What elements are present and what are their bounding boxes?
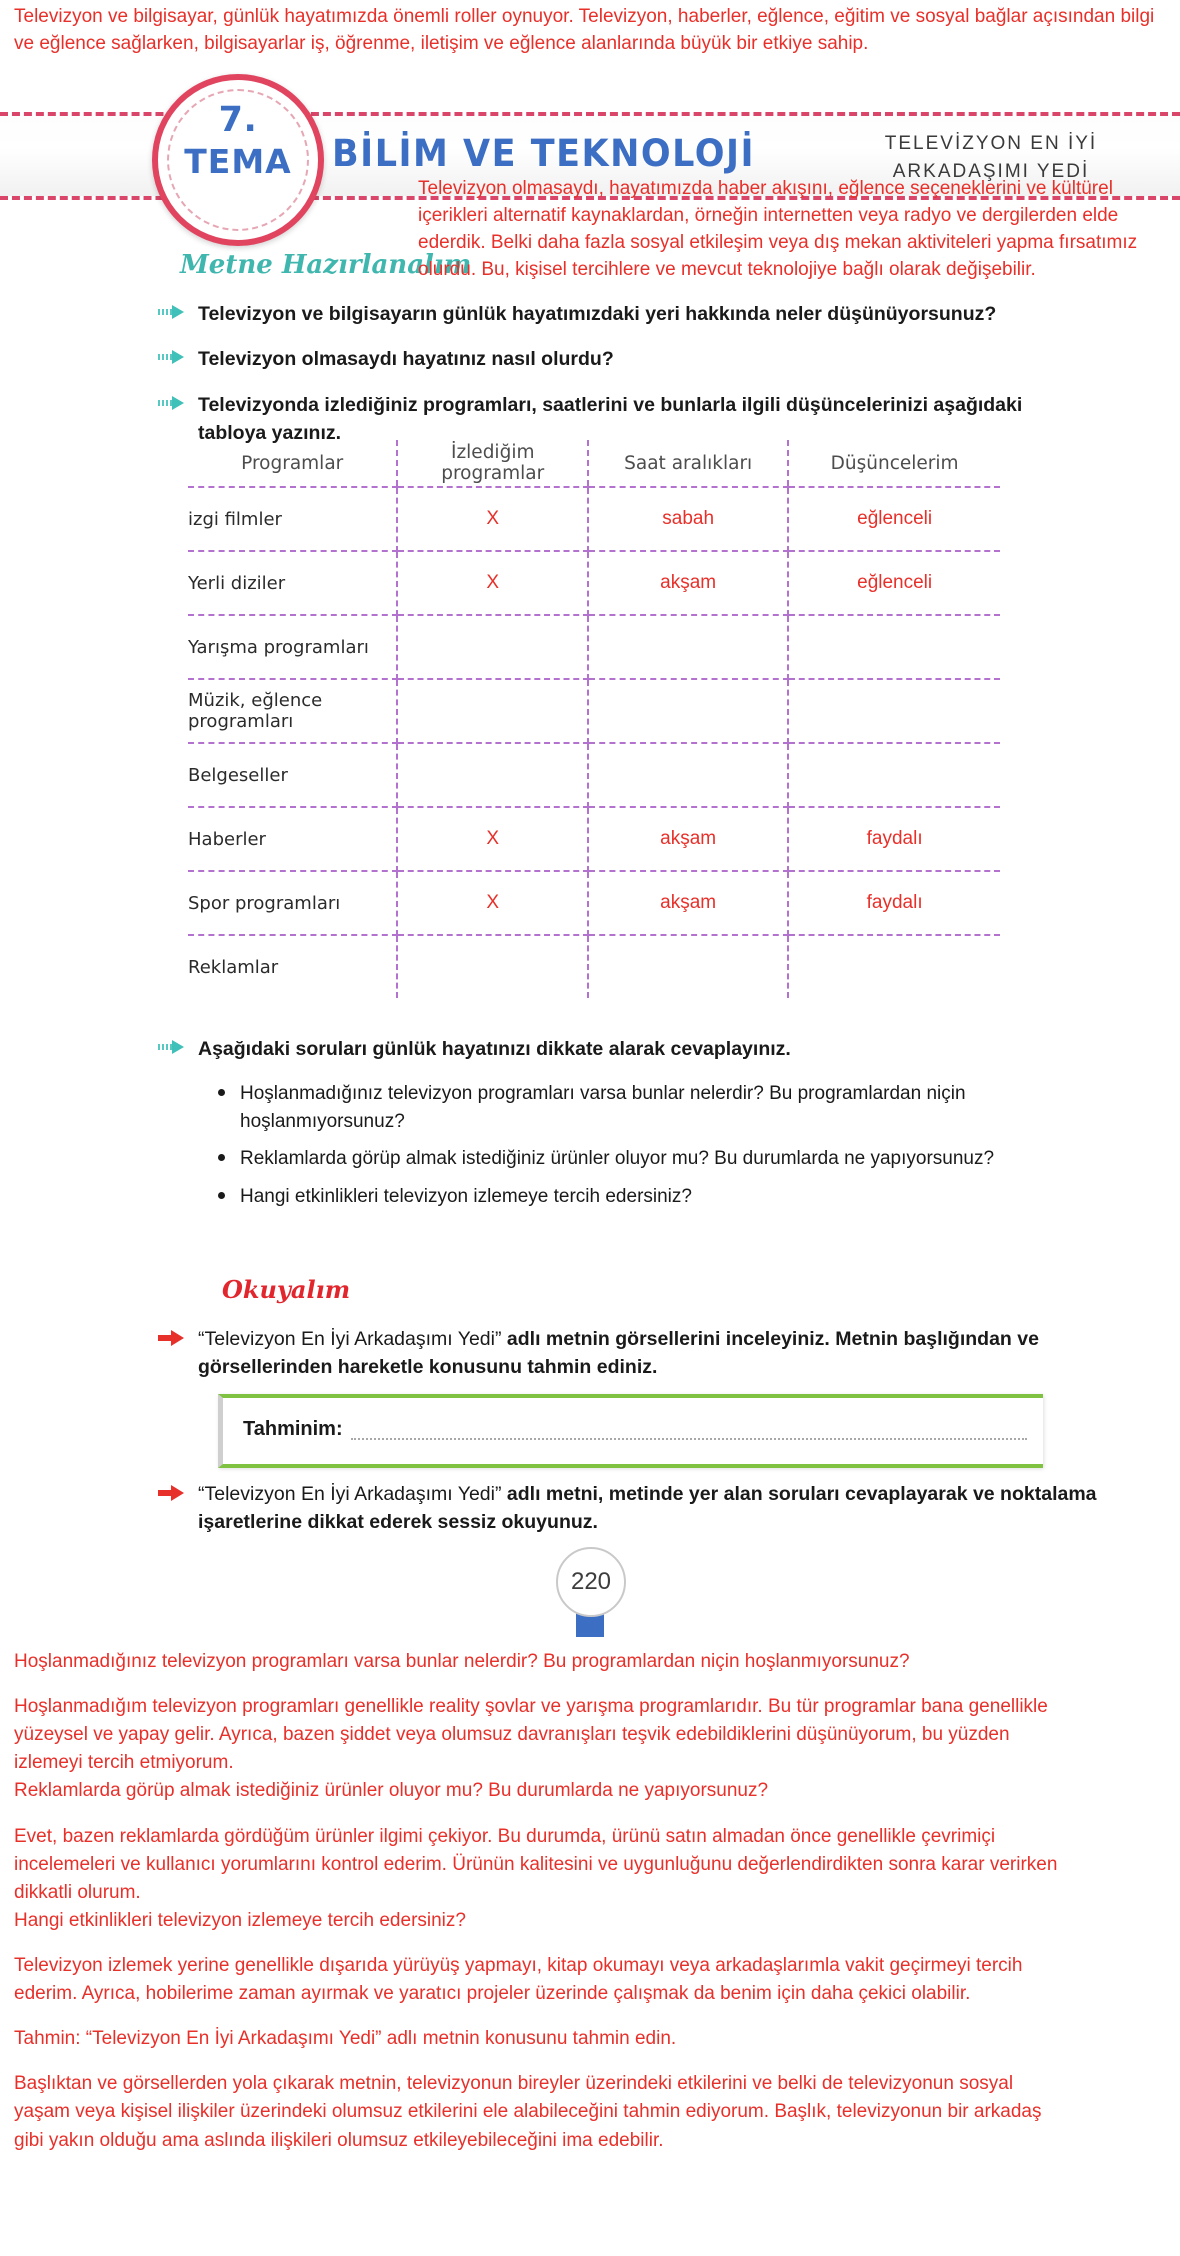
table-row — [188, 615, 1000, 679]
prepare-question-3: Televizyonda izlediğiniz programları, saatlerini ve bunlarla ilgili düşüncelerinizi aşağıdaki tabloya yazınız. — [198, 393, 1023, 444]
cell-program: Haberler — [188, 807, 397, 871]
cell-watched[interactable]: X — [397, 487, 588, 551]
column-header-saat: Saat aralıkları — [588, 440, 788, 487]
list-item — [158, 345, 1088, 373]
prepare-question-list — [158, 300, 1088, 464]
cell-time[interactable] — [588, 615, 788, 679]
cell-watched[interactable]: X — [397, 807, 588, 871]
list-item — [158, 1480, 1118, 1537]
transcript-question-4: Tahmin: “Televizyon En İyi Arkadaşımı Yedi” adlı metnin konusunu tahmin edin. — [14, 2028, 677, 2050]
cell-program: Müzik, eğlence programları — [188, 679, 397, 743]
table-row — [188, 487, 1000, 551]
arrow-right-icon — [158, 396, 184, 410]
transcript-answer-4: Başlıktan ve görsellerden yola çıkarak metnin, televizyonun bireyler üzerindeki etkilerini ve belki de televizyonun sosyal yaşam veya kişisel ilişkiler üzerindeki olumsuz etkilerini ele alabileceğini tahmin ediyorum. Başlık, televizyonun bir arkadaş gibi yakın olduğu ama aslında ilişkileri olumsuz etkileyebileceğini ima edebilir. — [14, 2073, 1042, 2151]
cell-thoughts[interactable] — [788, 615, 1000, 679]
cell-thoughts[interactable]: faydalı — [788, 871, 1000, 935]
arrow-right-icon — [158, 1485, 184, 1501]
cell-thoughts[interactable] — [788, 743, 1000, 807]
cell-time[interactable] — [588, 935, 788, 998]
cell-time[interactable] — [588, 679, 788, 743]
transcript-question-2: Reklamlarda görüp almak istediğiniz ürünler oluyor mu? Bu durumlarda ne yapıyorsunuz? — [14, 1780, 769, 1802]
theme-number: 7. — [218, 100, 258, 140]
cell-thoughts[interactable]: eğlenceli — [788, 487, 1000, 551]
theme-title: BİLİM VE TEKNOLOJİ — [332, 132, 756, 176]
transcript-answer-3: Televizyon izlemek yerine genellikle dışarıda yürüyüş yapmayı, kitap okumayı veya arkadaşlarımla vakit geçirmeyi tercih ederim. Ayrıca, hobilerime zaman ayırmak ve yaratıcı projeler üzerinde çalışmak da benim için daha çekici olabilir. — [14, 1954, 1023, 2005]
cell-watched[interactable] — [397, 743, 588, 807]
prediction-label: Tahminim: — [243, 1418, 343, 1440]
cell-program: Reklamlar — [188, 935, 397, 998]
page-number-badge — [556, 1547, 624, 1615]
arrow-right-icon — [158, 1330, 184, 1346]
cell-watched[interactable]: X — [397, 551, 588, 615]
tv-program-table — [188, 440, 1000, 998]
daily-life-block — [158, 1035, 1118, 1220]
read-task-1-quote: “Televizyon En İyi Arkadaşımı Yedi” — [198, 1328, 502, 1350]
page-number: 220 — [556, 1547, 626, 1617]
cell-program: izgi filmler — [188, 487, 397, 551]
list-item — [158, 1035, 1118, 1063]
cell-time[interactable]: akşam — [588, 807, 788, 871]
read-task-1-text — [198, 1325, 1118, 1382]
list-item: Reklamlarda görüp almak istediğiniz ürünler oluyor mu? Bu durumlarda ne yapıyorsunuz? — [214, 1145, 1118, 1173]
cell-time[interactable]: akşam — [588, 551, 788, 615]
theme-badge — [152, 74, 324, 246]
read-heading: Okuyalım — [222, 1275, 351, 1304]
theme-word: TEMA — [184, 142, 292, 181]
list-item — [158, 391, 1088, 448]
read-task-2-bold: adlı metni, metinde yer alan soruları cevaplayarak ve noktalama işaretlerine dikkat ederek sessiz okuyunuz. — [198, 1483, 1097, 1534]
list-item: Hangi etkinlikleri televizyon izlemeye tercih edersiniz? — [214, 1183, 1118, 1211]
list-item — [158, 300, 1088, 328]
cell-watched[interactable]: X — [397, 871, 588, 935]
arrow-right-icon — [158, 1040, 184, 1054]
prediction-box[interactable] — [218, 1394, 1043, 1468]
arrow-right-icon — [158, 350, 184, 364]
transcript-answer-2: Evet, bazen reklamlarda gördüğüm ürünler ilgimi çekiyor. Bu durumda, ürünü satın almadan önce genellikle çevrimiçi incelemeleri ve kullanıcı yorumlarını kontrol ederim. Ürünün kalitesini ve uygunluğunu değerlendirdikten sonra karar verirken dikkatli olurum. — [14, 1825, 1058, 1903]
cell-watched[interactable] — [397, 615, 588, 679]
table-row — [188, 679, 1000, 743]
cell-thoughts[interactable] — [788, 679, 1000, 743]
cell-time[interactable] — [588, 743, 788, 807]
read-task-2 — [158, 1480, 1118, 1554]
prediction-input-line[interactable] — [351, 1436, 1027, 1440]
prepare-question-1: Televizyon ve bilgisayarın günlük hayatımızdaki yeri hakkında neler düşünüyorsunuz? — [198, 303, 997, 325]
list-item: Hoşlanmadığınız televizyon programları varsa bunlar nelerdir? Bu programlardan niçin hoşlanmıyorsunuz? — [214, 1080, 1118, 1135]
cell-time[interactable]: sabah — [588, 487, 788, 551]
table-row — [188, 935, 1000, 998]
cell-time[interactable]: akşam — [588, 871, 788, 935]
cell-watched[interactable] — [397, 935, 588, 998]
read-task-1 — [158, 1325, 1118, 1399]
cell-thoughts[interactable]: faydalı — [788, 807, 1000, 871]
read-task-2-text — [198, 1480, 1118, 1537]
answer-transcript — [14, 1648, 1062, 2172]
cell-thoughts[interactable] — [788, 935, 1000, 998]
daily-life-question-list — [214, 1080, 1118, 1210]
column-header-programlar: Programlar — [188, 440, 397, 487]
table-row — [188, 551, 1000, 615]
table-body — [188, 487, 1000, 998]
cell-watched[interactable] — [397, 679, 588, 743]
cell-program: Belgeseller — [188, 743, 397, 807]
overlay-top-paragraph: Televizyon ve bilgisayar, günlük hayatımızda önemli roller oynuyor. Televizyon, haberler, eğlence, eğitim ve sosyal bağlar açısından bilgi ve eğlence sağlarken, bilgisayarlar iş, öğrenme, iletişim ve eğlence alanlarında büyük bir etkiye sahip. — [14, 6, 1155, 54]
running-head: TELEVİZYON EN İYİ ARKADAŞIMI YEDİ — [884, 133, 1098, 182]
transcript-question-3: Hangi etkinlikleri televizyon izlemeye tercih edersiniz? — [14, 1909, 466, 1931]
list-item — [158, 1325, 1118, 1382]
read-task-2-quote: “Televizyon En İyi Arkadaşımı Yedi” — [198, 1483, 502, 1505]
cell-program: Yerli diziler — [188, 551, 397, 615]
daily-life-intro: Aşağıdaki soruları günlük hayatınızı dikkate alarak cevaplayınız. — [198, 1038, 791, 1060]
cell-program: Spor programları — [188, 871, 397, 935]
prepare-question-2: Televizyon olmasaydı hayatınız nasıl olurdu? — [198, 348, 614, 371]
arrow-right-icon — [158, 305, 184, 319]
transcript-question-1: Hoşlanmadığınız televizyon programları varsa bunlar nelerdir? Bu programlardan niçin hoşlanmıyorsunuz? — [14, 1651, 910, 1672]
column-header-izledigim: İzlediğim programlar — [397, 440, 588, 487]
table-row — [188, 807, 1000, 871]
read-task-1-bold: adlı metnin görsellerini inceleyiniz. Metnin başlığından ve görsellerinden hareketle konusunu tahmin ediniz. — [198, 1328, 1039, 1379]
table-row — [188, 871, 1000, 935]
cell-thoughts[interactable]: eğlenceli — [788, 551, 1000, 615]
column-header-dusuncelerim: Düşüncelerim — [788, 440, 1000, 487]
prepare-heading: Metne Hazırlanalım — [180, 250, 472, 280]
table-row — [188, 743, 1000, 807]
overlay-mid-paragraph: Televizyon olmasaydı, hayatımızda haber akışını, eğlence seçeneklerini ve kültürel içerikleri alternatif kaynaklardan, örneğin internetten veya radyo ve dergilerden elde ederdik. Belki daha fazla sosyal etkileşim veya dış mekan aktiviteleri yapma fırsatımız olurdu. Bu, kişisel tercihlere ve mevcut teknolojiye bağlı olarak değişebilir. — [418, 178, 1138, 280]
transcript-answer-1: Hoşlanmadığım televizyon programları genellikle reality şovlar ve yarışma programlarıdır. Bu tür programlar bana genellikle yüzeysel ve yapay gelir. Ayrıca, bazen şiddet veya olumsuz davranışları teşvik edebildiklerini düşünüyorum, bu yüzden izlemeyi tercih etmiyorum. — [14, 1696, 1048, 1774]
cell-program: Yarışma programları — [188, 615, 397, 679]
